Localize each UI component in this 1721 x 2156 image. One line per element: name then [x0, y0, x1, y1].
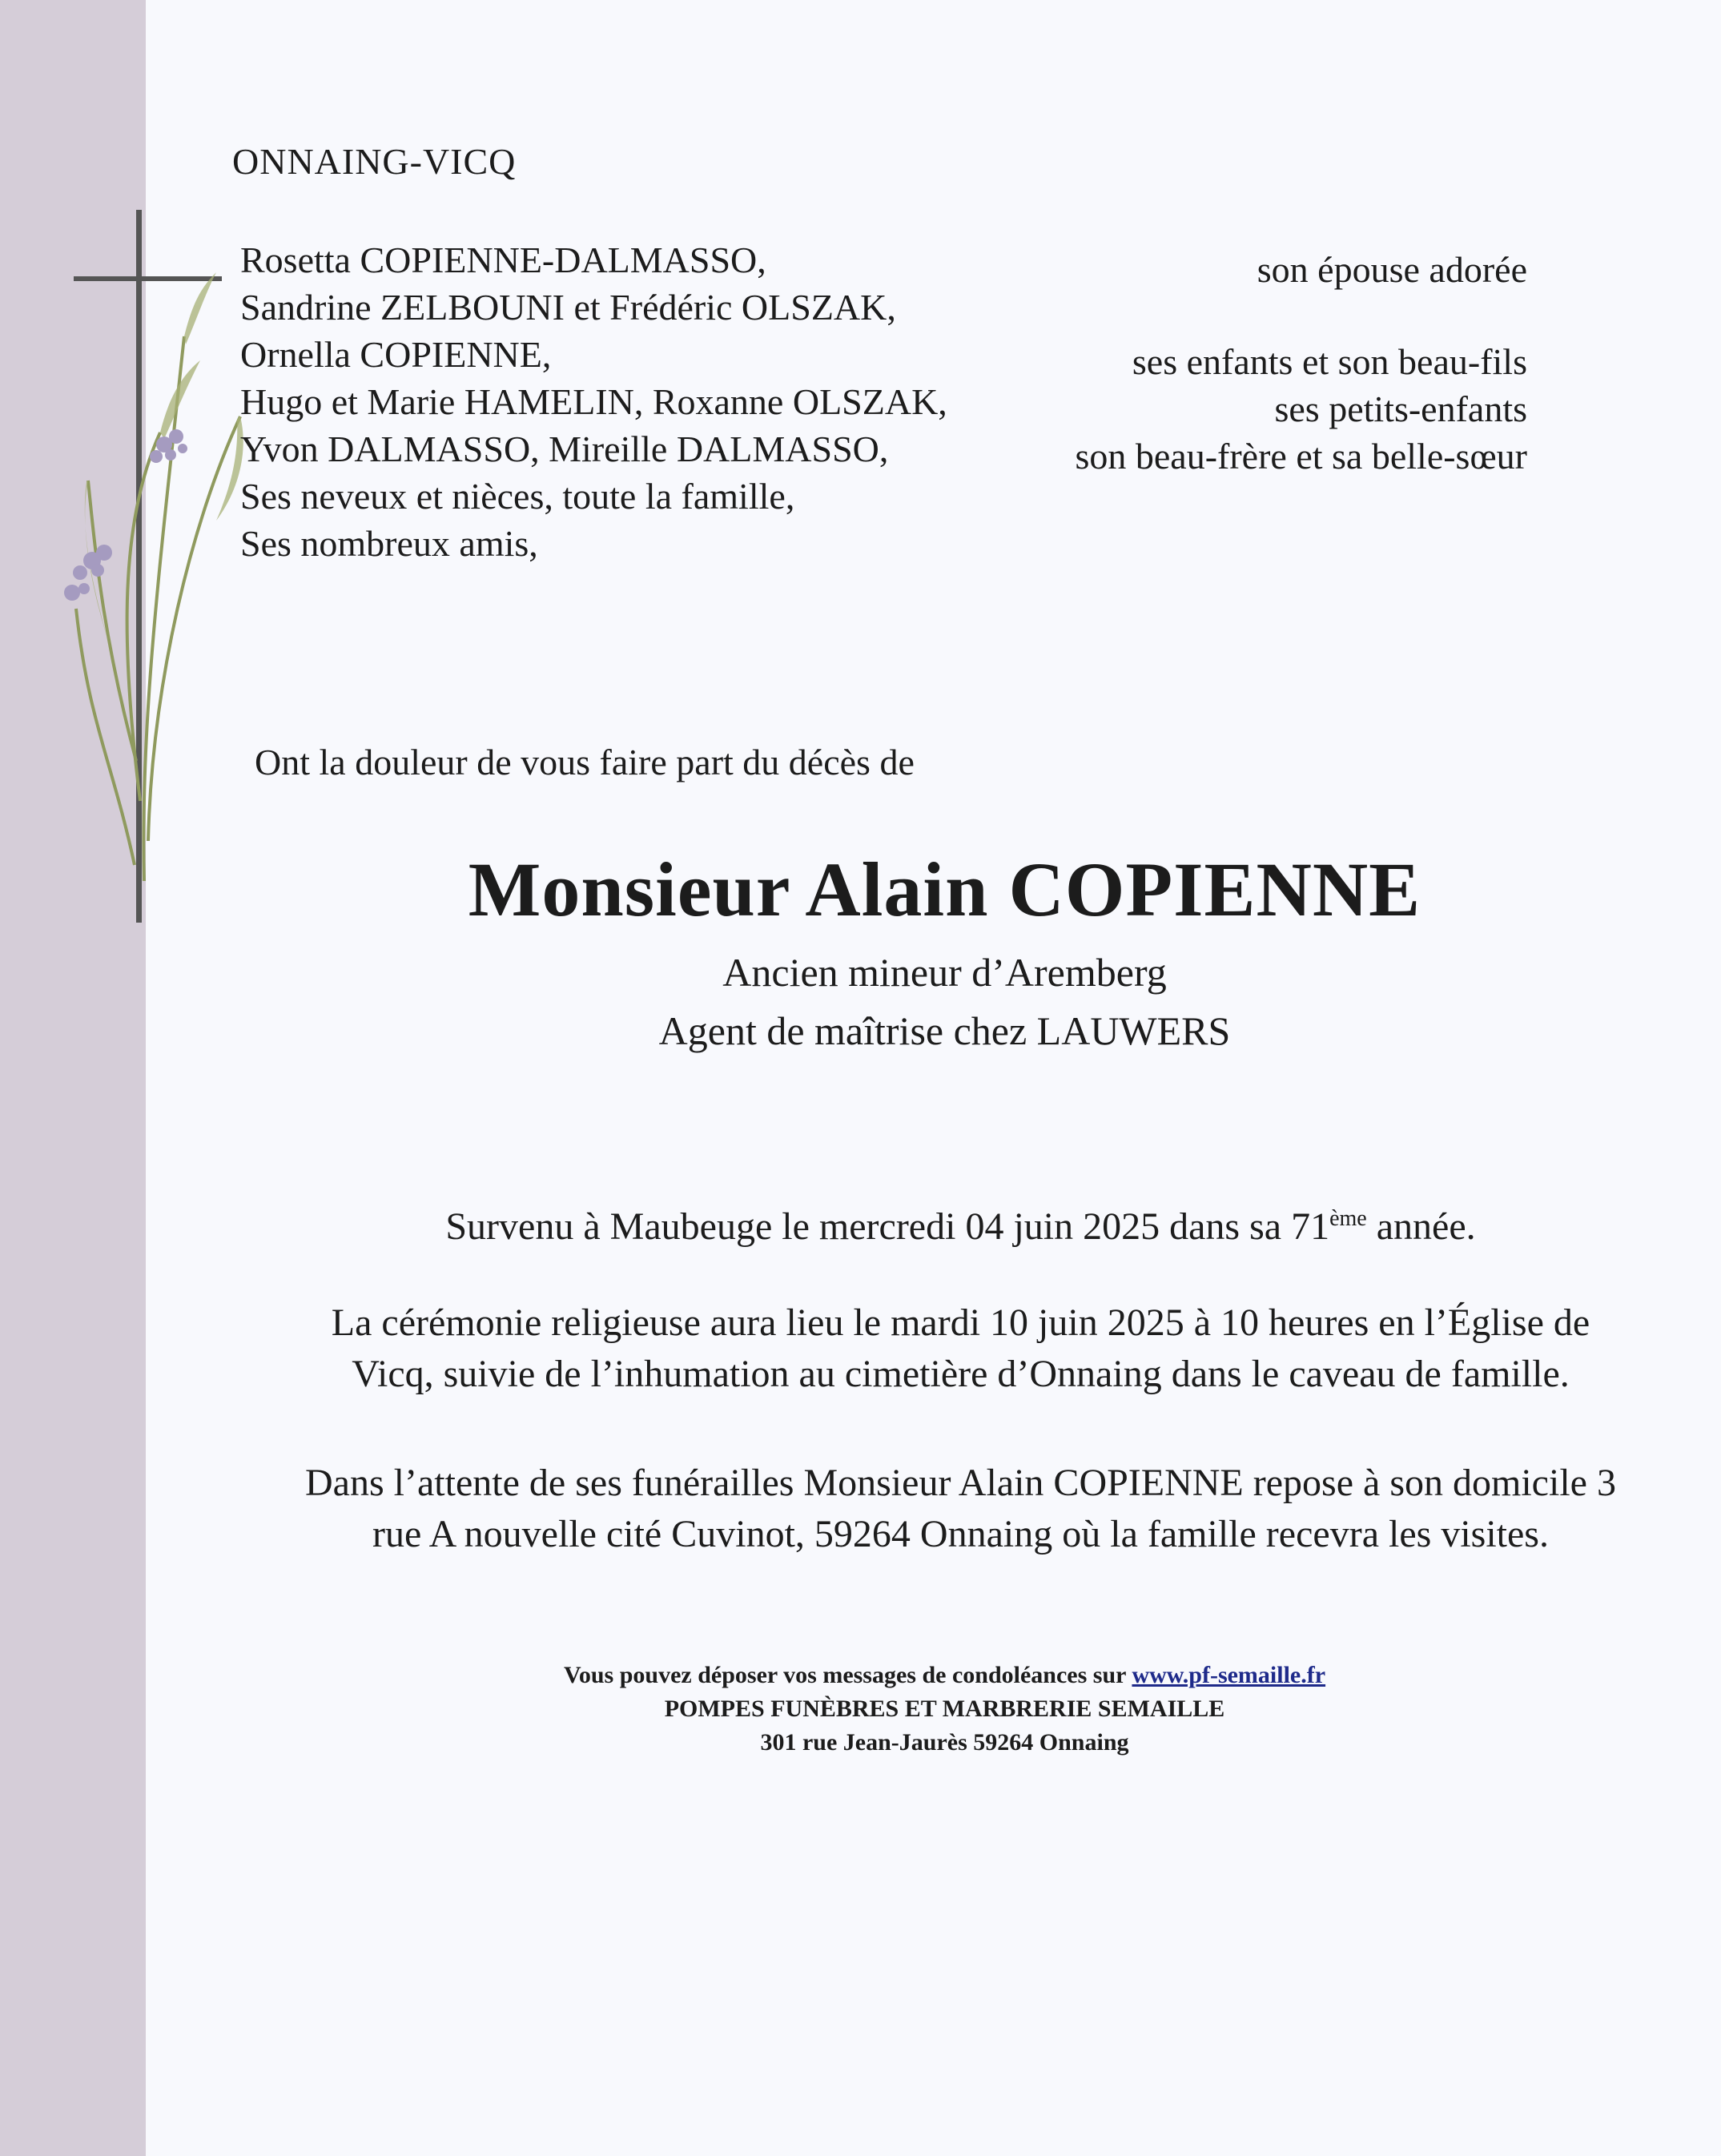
deceased-name: Monsieur Alain COPIENNE: [468, 847, 1421, 932]
rest-line-2: rue A nouvelle cité Cuvinot, 59264 Onnaing où la famille recevra les visites.: [372, 1513, 1549, 1555]
flower-clusters: [64, 429, 187, 601]
rest-line-1: Dans l’attente de ses funérailles Monsieur Alain COPIENNE repose à son domicile 3: [305, 1462, 1616, 1504]
death-text-end: année.: [1366, 1205, 1476, 1248]
deceased-title-1: Ancien mineur d’Aremberg: [722, 950, 1167, 995]
condolences-text: Vous pouvez déposer vos messages de condoléances sur: [563, 1662, 1132, 1688]
announcement-intro: Ont la douleur de vous faire part du décès de: [255, 742, 915, 782]
family-names-5: Yvon DALMASSO, Mireille DALMASSO,: [240, 428, 889, 469]
family-names-2: Sandrine ZELBOUNI et Frédéric OLSZAK,: [240, 287, 896, 328]
deceased-title-2: Agent de maîtrise chez LAUWERS: [658, 1008, 1231, 1053]
relation-3: ses enfants et son beau-fils: [1132, 341, 1527, 382]
ceremony-line-2: Vicq, suivie de l’inhumation au cimetière d’Onnaing dans le caveau de famille.: [352, 1353, 1570, 1395]
condolences-line: [0, 1662, 1721, 1689]
family-names-7: Ses nombreux amis,: [240, 523, 538, 564]
family-names-6: Ses neveux et nièces, toute la famille,: [240, 476, 795, 517]
cross-vertical: [136, 210, 142, 923]
wheat-stems: [76, 336, 240, 881]
death-superscript: ème: [1329, 1206, 1367, 1231]
family-names-3: Ornella COPIENNE,: [240, 334, 552, 375]
town-heading: ONNAING-VICQ: [232, 141, 517, 182]
family-names-4: Hugo et Marie HAMELIN, Roxanne OLSZAK,: [240, 381, 947, 422]
family-names-1: Rosetta COPIENNE-DALMASSO,: [240, 239, 766, 280]
company-address: 301 rue Jean-Jaurès 59264 Onnaing: [760, 1729, 1129, 1756]
death-notice: [0, 1193, 1721, 1253]
wheat-leaves: [85, 272, 243, 641]
relation-1: son épouse adorée: [1257, 249, 1527, 290]
death-text: Survenu à Maubeuge le mercredi 04 juin 2025 dans sa 71: [445, 1205, 1330, 1248]
website-link[interactable]: www.pf-semaille.fr: [1132, 1662, 1326, 1688]
company-name: POMPES FUNÈBRES ET MARBRERIE SEMAILLE: [664, 1695, 1225, 1722]
ceremony-line-1: La cérémonie religieuse aura lieu le mardi 10 juin 2025 à 10 heures en l’Église de: [331, 1301, 1590, 1344]
relation-4: ses petits-enfants: [1274, 388, 1527, 429]
cross-horizontal: [74, 276, 222, 281]
relation-5: son beau-frère et sa belle-sœur: [1075, 436, 1527, 477]
